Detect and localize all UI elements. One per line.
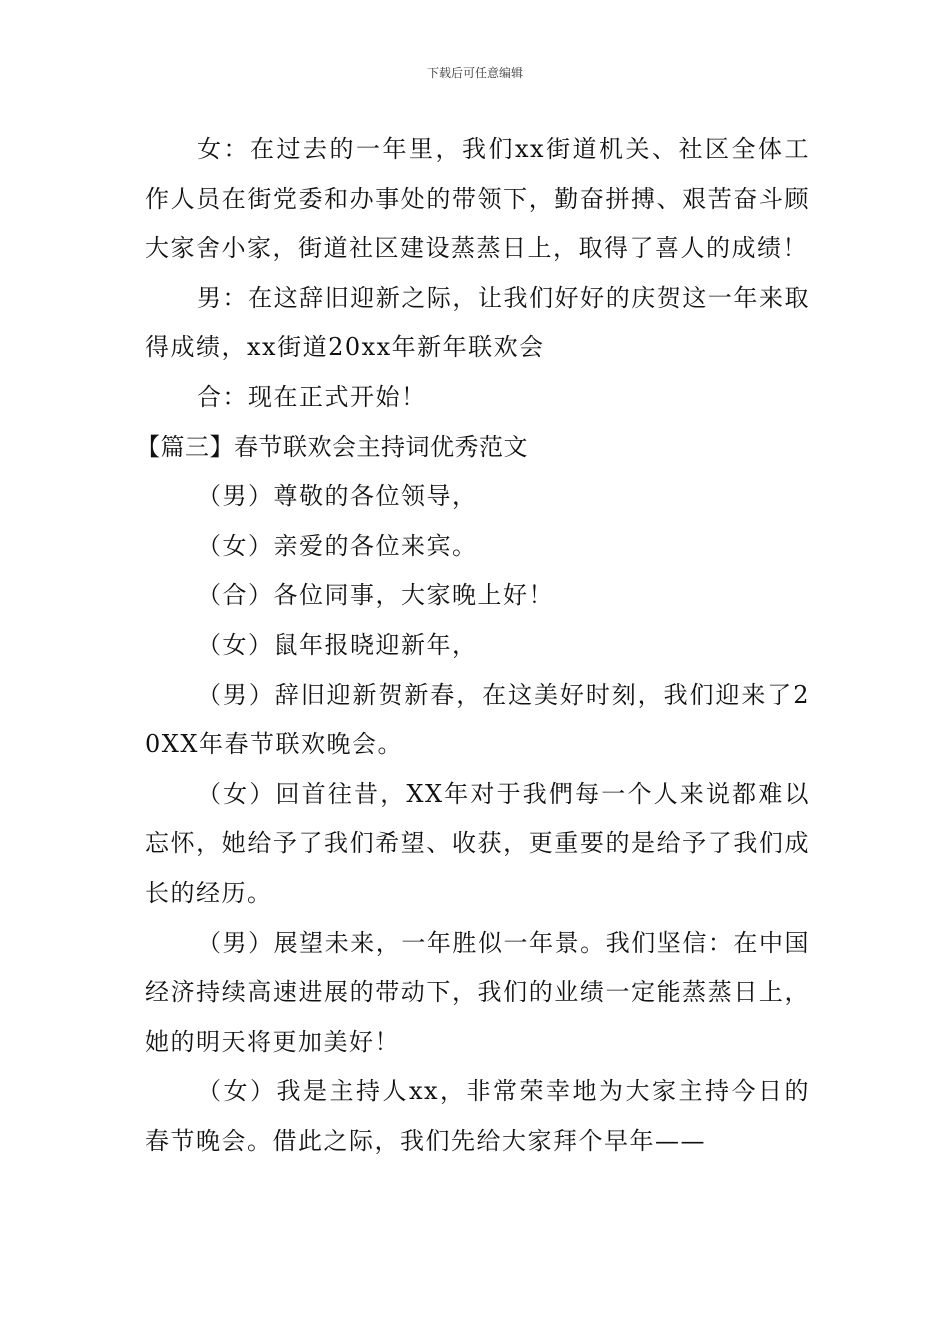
dialogue-line: （女）回首往昔，XX年对于我們每一个人来说都难以忘怀，她给予了我们希望、收获，更重要的是给予了我们成长的经历。 [145,779,810,907]
page-header: 下载后可任意编辑 [426,66,523,80]
dialogue-line: （合）各位同事，大家晚上好！ [197,581,554,610]
dialogue-line: （男）展望未来，一年胜似一年景。我们坚信：在中国经济持续高速进展的带动下，我们的业绩一定能蒸蒸日上，她的明天将更加美好！ [145,928,810,1056]
dialogue-line: （女）我是主持人xx，非常荣幸地为大家主持今日的春节晚会。借此之际，我们先给大家拜个早年—— [145,1077,810,1155]
dialogue-line: （女）亲爱的各位来宾。 [197,531,478,560]
paragraph-male-intro: 男：在这辞旧迎新之际，让我们好好的庆贺这一年来取得成绩，xx街道20xx年新年联欢会 [145,283,810,362]
dialogue-line: （男）尊敬的各位领导， [197,482,478,511]
dialogue-line: （女）鼠年报晓迎新年， [197,630,478,659]
paragraph-female-intro: 女：在过去的一年里，我们xx街道机关、社区全体工作人员在街党委和办事处的带领下，勤奋拼搏、艰苦奋斗顾大家舍小家，街道社区建设蒸蒸日上，取得了喜人的成绩！ [145,135,810,263]
dialogue-line: （男）辞旧迎新贺新春，在这美好时刻，我们迎来了20XX年春节联欢晚会。 [145,680,810,759]
section-title: 【篇三】春节联欢会主持词优秀范文 [136,432,528,461]
document-body [136,125,810,1166]
paragraph-together-start: 合：现在正式开始！ [197,382,427,411]
